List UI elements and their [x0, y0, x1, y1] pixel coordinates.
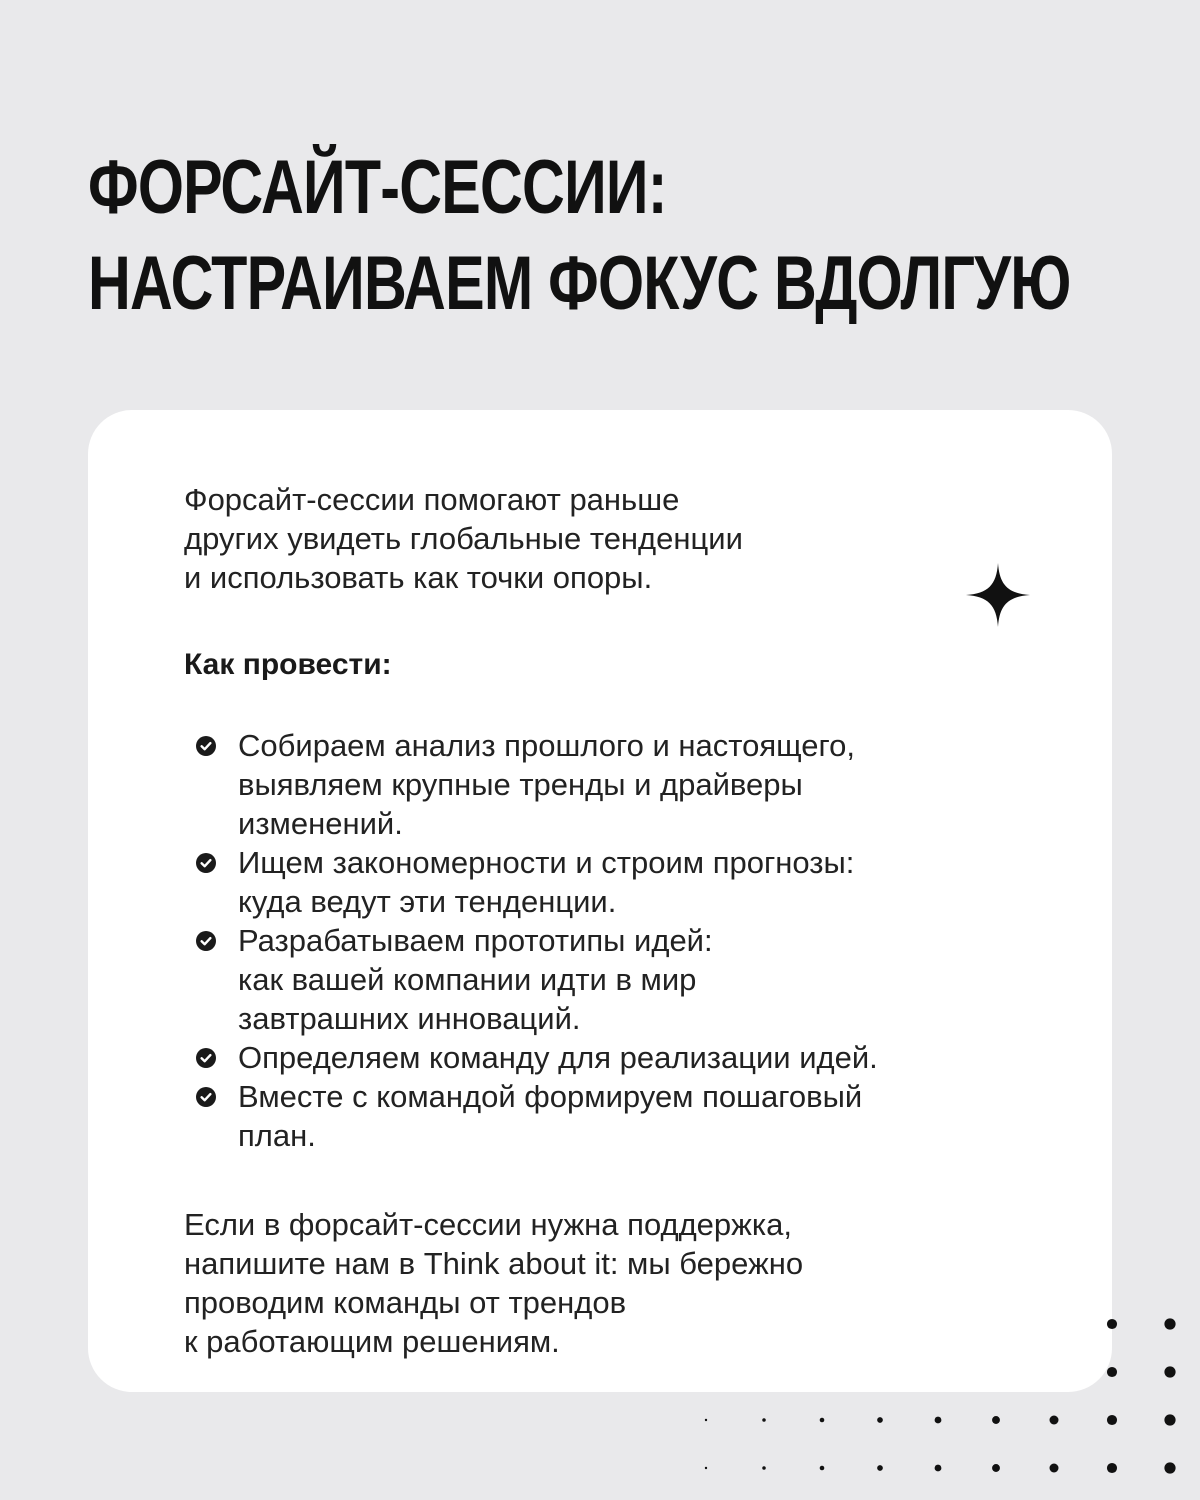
outro-line: к работающим решениям. [184, 1324, 560, 1359]
pattern-dot [762, 1466, 766, 1470]
intro-line: других увидеть глобальные тенденции [184, 521, 743, 556]
pattern-dot [877, 1417, 883, 1423]
pattern-dot [1107, 1319, 1117, 1329]
step-line: план. [238, 1118, 316, 1153]
pattern-dot [1107, 1463, 1117, 1473]
pattern-dot [820, 1466, 825, 1471]
step-line: как вашей компании идти в мир [238, 962, 697, 997]
intro-line: и использовать как точки опоры. [184, 560, 653, 595]
step-line: Разрабатываем прототипы идей: [238, 923, 713, 958]
outro-line: проводим команды от трендов [184, 1285, 627, 1320]
check-circle-icon [196, 736, 216, 756]
title-line-1: ФОРСАЙТ-СЕССИИ: [88, 145, 667, 230]
pattern-dot [935, 1465, 942, 1472]
step-text [238, 1077, 1044, 1155]
list-item [184, 843, 1044, 921]
step-line: завтрашних инноваций. [238, 1001, 581, 1036]
card-content [184, 480, 1044, 1361]
list-item [184, 1077, 1044, 1155]
pattern-dot [1107, 1415, 1117, 1425]
check-circle-icon [196, 1087, 216, 1107]
list-item [184, 1038, 1044, 1077]
pattern-dot [935, 1417, 942, 1424]
pattern-dot [877, 1465, 883, 1471]
title-line-2: НАСТРАИВАЕМ ФОКУС ВДОЛГУЮ [88, 241, 1071, 326]
pattern-dot [1164, 1414, 1175, 1425]
step-line: Определяем команду для реализации идей. [238, 1040, 878, 1075]
pattern-dot [820, 1418, 825, 1423]
intro-line: Форсайт-сессии помогают раньше [184, 482, 680, 517]
step-line: изменений. [238, 806, 403, 841]
step-text [238, 843, 1044, 921]
check-circle-icon [196, 1048, 216, 1068]
pattern-dot [992, 1464, 1000, 1472]
pattern-dot [762, 1418, 766, 1422]
step-text [238, 726, 1044, 843]
pattern-dot [1107, 1367, 1117, 1377]
outro-line: напишите нам в Think about it: мы бережно [184, 1246, 804, 1281]
step-text [238, 921, 1044, 1038]
step-line: Вместе с командой формируем пошаговый [238, 1079, 863, 1114]
sparkle-star-icon [966, 563, 1030, 627]
list-item [184, 726, 1044, 843]
pattern-dot [1164, 1366, 1175, 1377]
pattern-dot [1164, 1318, 1175, 1329]
check-circle-icon [196, 931, 216, 951]
pattern-dot [705, 1419, 707, 1421]
pattern-dot [1050, 1416, 1059, 1425]
intro-paragraph [184, 480, 1044, 597]
pattern-dot [1050, 1464, 1059, 1473]
step-line: выявляем крупные тренды и драйверы [238, 767, 803, 802]
pattern-dot [992, 1416, 1000, 1424]
list-item [184, 921, 1044, 1038]
step-line: Собираем анализ прошлого и настоящего, [238, 728, 856, 763]
pattern-dot [1164, 1462, 1175, 1473]
step-line: куда ведут эти тенденции. [238, 884, 617, 919]
steps-list [184, 726, 1044, 1155]
page-title [88, 140, 1071, 332]
outro-line: Если в форсайт-сессии нужна поддержка, [184, 1207, 792, 1242]
howto-heading: Как провести: [184, 648, 392, 681]
content-card [88, 410, 1112, 1392]
step-text [238, 1038, 1044, 1077]
dot-grid-pattern [680, 1300, 1200, 1500]
check-circle-icon [196, 853, 216, 873]
pattern-dot [705, 1467, 707, 1469]
step-line: Ищем закономерности и строим прогнозы: [238, 845, 855, 880]
